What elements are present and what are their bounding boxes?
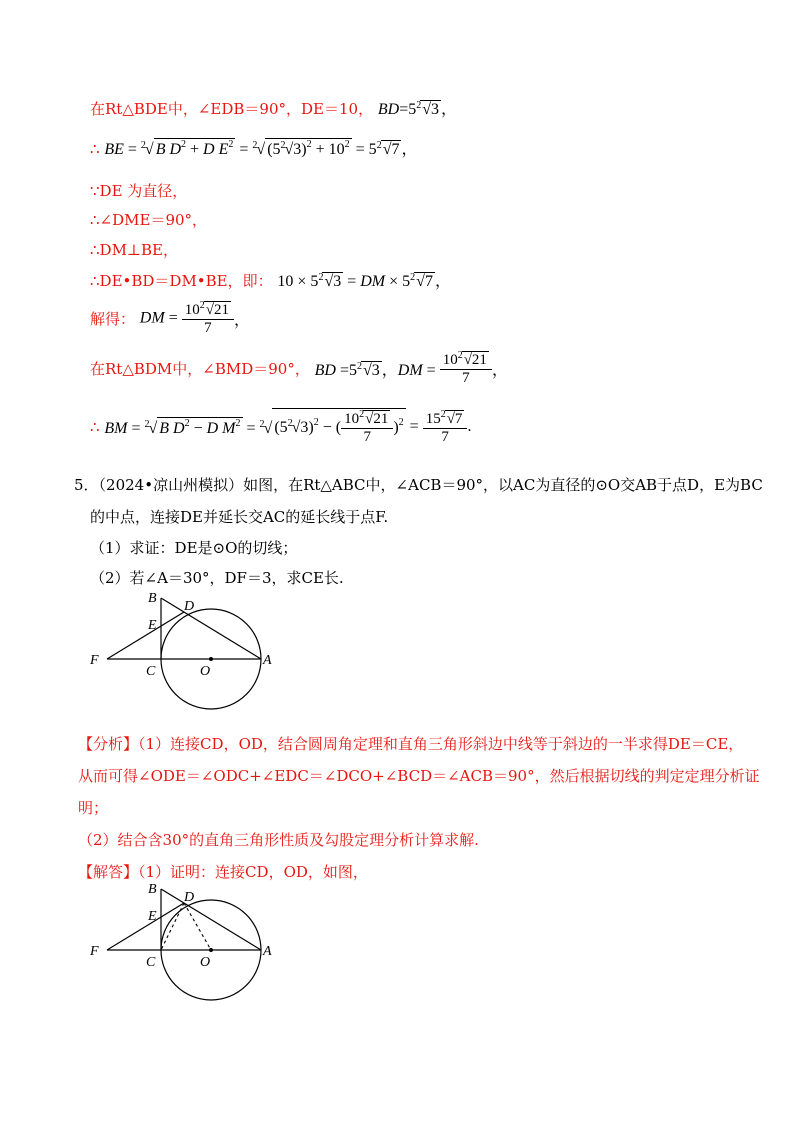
problem-5-line-2: 的中点，连接DE并延长交AC的延长线于点F.	[90, 508, 389, 526]
solution-line-6: ∴DE•BD＝DM•BE，即： $10 \times 5^2√3$ = DM × $5^2√7$ ，	[90, 272, 451, 290]
label-c: C	[146, 664, 156, 679]
label-b: B	[148, 591, 157, 606]
solution-line-3: ∵DE 为直径，	[90, 182, 188, 200]
line-1-math: BD	[377, 101, 400, 118]
line-1-text: 在Rt△BDE中，∠EDB＝90°，DE＝10，	[90, 100, 374, 118]
svg-text:A: A	[263, 944, 272, 959]
dashed-od	[184, 903, 211, 950]
svg-text:F: F	[90, 944, 99, 959]
svg-text:O: O	[200, 955, 211, 970]
svg-text:C: C	[146, 955, 156, 970]
svg-text:D: D	[184, 890, 195, 905]
figure-1	[80, 585, 290, 710]
solution-line-8: 在Rt△BDM中，∠BMD＝90°， BD $=5^2√3$ ，DM = $\frac{10^2√21}{7}$ ，	[90, 350, 508, 386]
analysis-line-4: （2）结合含30°的直角三角形性质及勾股定理分析计算求解.	[78, 831, 479, 849]
label-e: E	[148, 618, 157, 633]
center-o	[209, 657, 213, 661]
problem-5-line-1	[74, 474, 763, 495]
analysis-line-2: 从而可得∠ODE＝∠ODC+∠EDC＝∠DCO+∠BCD＝∠ACB＝90°，然后根据切线的判定定理分析证	[78, 767, 760, 785]
answer-tag: 【解答】	[78, 863, 139, 881]
solution-line-9: ∴ BM = $^2$√ B $D^2 - D$ $M^2 = ^2√$ $(5^2√3)^2$ − ( $\frac{10^2√21}{7}$ )$^2$ = $\frac{15^2√7}{7}$ .	[90, 408, 472, 445]
line-ba	[161, 598, 261, 659]
figure-2	[80, 876, 290, 1001]
label-o: O	[200, 664, 211, 679]
problem-number: 5．	[74, 476, 99, 494]
problem-q1: （1）求证：DE是⊙O的切线；	[90, 539, 298, 557]
solution-line-7: 解得： DM = $\frac{10^2√21}{7}$ ，	[90, 300, 250, 336]
solution-line-2: ∴ BE = $^2$√ B $D^2 + D$ $E^2 = ^2√$ $(5^2√3)^2 + 10^2 = 5^2√7$ ，	[90, 139, 418, 158]
label-d: D	[184, 599, 195, 614]
label-a: A	[263, 653, 272, 668]
answer-line-1: 【解答】（1）证明：连接CD，OD，如图，	[78, 863, 368, 881]
svg-text:B: B	[148, 882, 157, 897]
svg-text:E: E	[148, 909, 157, 924]
solution-line-4: ∴∠DME＝90°，	[90, 211, 208, 229]
line-fd	[107, 612, 184, 659]
problem-text-1: （2024•凉山州模拟）如图，在Rt△ABC中，∠ACB＝90°，以AC为直径的⊙O交AB于点D，E为BC	[98, 476, 763, 494]
analysis-line-3: 明；	[78, 799, 109, 817]
analysis-tag: 【分析】	[78, 735, 139, 753]
solution-line-1: 在Rt△BDE中，∠EDB＝90°，DE＝10， $BD=5^2√3$ ，	[90, 100, 458, 118]
problem-q2: （2）若∠A＝30°，DF＝3，求CE长.	[90, 569, 344, 587]
analysis-line-1: 【分析】（1）连接CD，OD，结合圆周角定理和直角三角形斜边中线等于斜边的一半求得DE＝CE，	[78, 735, 744, 753]
label-f: F	[90, 653, 99, 668]
solution-line-5: ∴DM⊥BE，	[90, 241, 179, 259]
